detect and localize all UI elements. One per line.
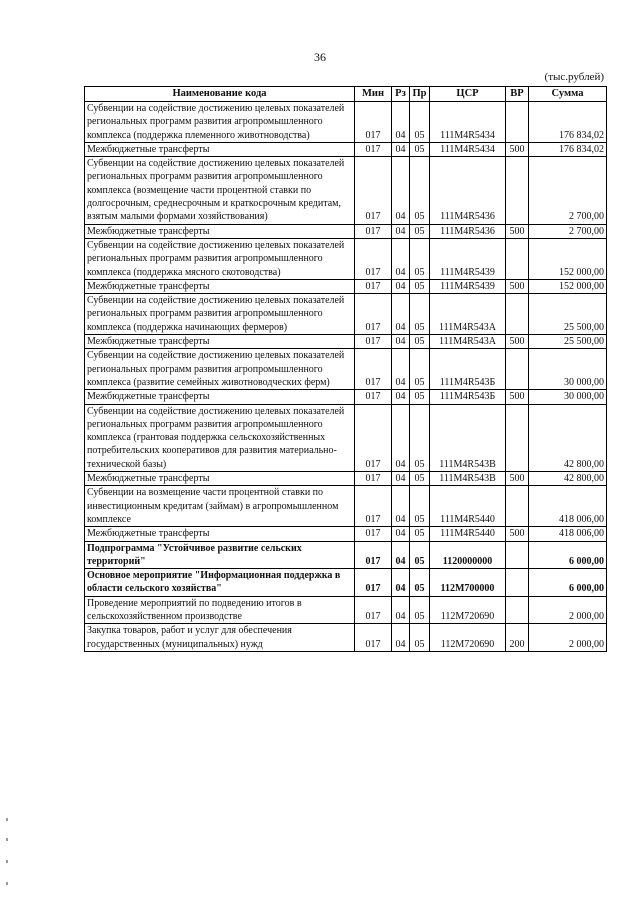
- cell-vr: 500: [506, 335, 529, 349]
- cell-vr: [506, 102, 529, 143]
- cell-rz: 04: [392, 349, 410, 390]
- table-row: [85, 294, 607, 335]
- table-row: [85, 486, 607, 527]
- cell-name: Проведение мероприятий по подведению итогов в сельскохозяйственном производстве: [85, 596, 355, 624]
- cell-pr: 05: [410, 279, 430, 293]
- cell-vr: [506, 349, 529, 390]
- cell-vr: [506, 157, 529, 224]
- cell-rz: 04: [392, 224, 410, 238]
- cell-rz: 04: [392, 569, 410, 597]
- table-row: [85, 472, 607, 486]
- header-vr: ВР: [506, 87, 529, 102]
- cell-vr: [506, 541, 529, 569]
- cell-csr: 111M4R5440: [430, 486, 506, 527]
- cell-min: 017: [355, 142, 392, 156]
- cell-pr: 05: [410, 596, 430, 624]
- cell-pr: 05: [410, 527, 430, 541]
- header-pr: Пр: [410, 87, 430, 102]
- cell-sum: 152 000,00: [529, 238, 607, 279]
- cell-sum: 6 000,00: [529, 541, 607, 569]
- cell-csr: 111M4R5439: [430, 238, 506, 279]
- cell-min: 017: [355, 624, 392, 652]
- cell-name: Межбюджетные трансферты: [85, 142, 355, 156]
- cell-pr: 05: [410, 472, 430, 486]
- cell-rz: 04: [392, 404, 410, 471]
- header-name: Наименование кода: [85, 87, 355, 102]
- cell-vr: [506, 294, 529, 335]
- cell-rz: 04: [392, 238, 410, 279]
- margin-mark: [6, 882, 8, 885]
- cell-csr: 111M4R5440: [430, 527, 506, 541]
- units-label: (тыс.рублей): [544, 71, 604, 83]
- header-csr: ЦСР: [430, 87, 506, 102]
- cell-name: Закупка товаров, работ и услуг для обеспечения государственных (муниципальных) нужд: [85, 624, 355, 652]
- table-row: [85, 541, 607, 569]
- cell-name: Межбюджетные трансферты: [85, 472, 355, 486]
- cell-pr: 05: [410, 157, 430, 224]
- cell-pr: 05: [410, 142, 430, 156]
- table-row: [85, 142, 607, 156]
- cell-sum: 6 000,00: [529, 569, 607, 597]
- cell-rz: 04: [392, 596, 410, 624]
- cell-sum: 176 834,02: [529, 142, 607, 156]
- cell-sum: 2 000,00: [529, 624, 607, 652]
- page-number: 36: [314, 50, 326, 64]
- cell-sum: 25 500,00: [529, 335, 607, 349]
- table-row: [85, 624, 607, 652]
- table-row: [85, 527, 607, 541]
- cell-csr: 111M4R543Б: [430, 390, 506, 404]
- cell-name: Субвенции на содействие достижению целевых показателей региональных программ развития агропромышленного комплекса (возмещение части процентной ставки по долгосрочным, среднесрочным и краткосрочным кредитам, взятым малыми формами хозяйствования): [85, 157, 355, 224]
- cell-sum: 2 000,00: [529, 596, 607, 624]
- cell-vr: 500: [506, 279, 529, 293]
- cell-name: Субвенции на содействие достижению целевых показателей региональных программ развития агропромышленного комплекса (поддержка племенного животноводства): [85, 102, 355, 143]
- table-header-row: [85, 87, 607, 102]
- cell-name: Субвенции на содействие достижению целевых показателей региональных программ развития агропромышленного комплекса (поддержка начинающих фермеров): [85, 294, 355, 335]
- cell-pr: 05: [410, 102, 430, 143]
- cell-name: Межбюджетные трансферты: [85, 335, 355, 349]
- cell-sum: 25 500,00: [529, 294, 607, 335]
- cell-min: 017: [355, 102, 392, 143]
- cell-vr: [506, 404, 529, 471]
- margin-mark: [6, 838, 8, 841]
- cell-csr: 111M4R543A: [430, 294, 506, 335]
- cell-pr: 05: [410, 238, 430, 279]
- cell-min: 017: [355, 349, 392, 390]
- cell-min: 017: [355, 224, 392, 238]
- cell-vr: 500: [506, 472, 529, 486]
- cell-csr: 111M4R5439: [430, 279, 506, 293]
- cell-pr: 05: [410, 624, 430, 652]
- cell-rz: 04: [392, 294, 410, 335]
- cell-rz: 04: [392, 486, 410, 527]
- cell-min: 017: [355, 596, 392, 624]
- cell-min: 017: [355, 390, 392, 404]
- cell-sum: 2 700,00: [529, 157, 607, 224]
- margin-mark: [6, 818, 8, 821]
- cell-pr: 05: [410, 349, 430, 390]
- cell-vr: [506, 238, 529, 279]
- cell-csr: 1120000000: [430, 541, 506, 569]
- table-row: [85, 279, 607, 293]
- cell-csr: 111M4R5434: [430, 102, 506, 143]
- header-sum: Сумма: [529, 87, 607, 102]
- cell-sum: 152 000,00: [529, 279, 607, 293]
- cell-pr: 05: [410, 390, 430, 404]
- cell-rz: 04: [392, 624, 410, 652]
- cell-name: Субвенции на содействие достижению целевых показателей региональных программ развития агропромышленного комплекса (грантовая поддержка сельскохозяйственных потребительских кооперативов для развития материально-технической базы): [85, 404, 355, 471]
- cell-sum: 30 000,00: [529, 390, 607, 404]
- cell-csr: 111M4R5436: [430, 157, 506, 224]
- cell-name: Субвенции на возмещение части процентной ставки по инвестиционным кредитам (займам) в агропромышленном комплексе: [85, 486, 355, 527]
- cell-pr: 05: [410, 224, 430, 238]
- cell-min: 017: [355, 157, 392, 224]
- table-row: [85, 102, 607, 143]
- cell-rz: 04: [392, 102, 410, 143]
- cell-pr: 05: [410, 335, 430, 349]
- cell-vr: 500: [506, 527, 529, 541]
- cell-min: 017: [355, 404, 392, 471]
- cell-csr: 111M4R543A: [430, 335, 506, 349]
- cell-name: Межбюджетные трансферты: [85, 224, 355, 238]
- cell-name: Подпрограмма "Устойчивое развитие сельских территорий": [85, 541, 355, 569]
- table-row: [85, 335, 607, 349]
- cell-name: Межбюджетные трансферты: [85, 390, 355, 404]
- cell-pr: 05: [410, 294, 430, 335]
- cell-csr: 111M4R5436: [430, 224, 506, 238]
- cell-sum: 42 800,00: [529, 472, 607, 486]
- cell-min: 017: [355, 238, 392, 279]
- table-row: [85, 224, 607, 238]
- cell-name: Межбюджетные трансферты: [85, 527, 355, 541]
- cell-rz: 04: [392, 142, 410, 156]
- cell-rz: 04: [392, 527, 410, 541]
- cell-pr: 05: [410, 541, 430, 569]
- cell-min: 017: [355, 335, 392, 349]
- cell-csr: 111M4R543B: [430, 472, 506, 486]
- budget-table: [84, 86, 607, 652]
- cell-vr: 500: [506, 224, 529, 238]
- cell-min: 017: [355, 472, 392, 486]
- cell-min: 017: [355, 486, 392, 527]
- cell-min: 017: [355, 527, 392, 541]
- cell-name: Субвенции на содействие достижению целевых показателей региональных программ развития агропромышленного комплекса (поддержка мясного скотоводства): [85, 238, 355, 279]
- cell-sum: 42 800,00: [529, 404, 607, 471]
- cell-csr: 112M720690: [430, 596, 506, 624]
- cell-rz: 04: [392, 390, 410, 404]
- cell-name: Межбюджетные трансферты: [85, 279, 355, 293]
- cell-sum: 2 700,00: [529, 224, 607, 238]
- cell-rz: 04: [392, 335, 410, 349]
- header-min: Мин: [355, 87, 392, 102]
- cell-vr: [506, 596, 529, 624]
- cell-min: 017: [355, 569, 392, 597]
- table-row: [85, 349, 607, 390]
- cell-name: Основное мероприятие "Информационная поддержка в области сельского хозяйства": [85, 569, 355, 597]
- cell-min: 017: [355, 541, 392, 569]
- margin-mark: [6, 860, 8, 863]
- cell-vr: 500: [506, 390, 529, 404]
- cell-vr: [506, 486, 529, 527]
- table-row: [85, 404, 607, 471]
- cell-rz: 04: [392, 472, 410, 486]
- cell-csr: 111M4R543Б: [430, 349, 506, 390]
- cell-pr: 05: [410, 404, 430, 471]
- cell-csr: 111M4R5434: [430, 142, 506, 156]
- cell-min: 017: [355, 279, 392, 293]
- cell-csr: 112M700000: [430, 569, 506, 597]
- table-row: [85, 238, 607, 279]
- table-row: [85, 569, 607, 597]
- cell-sum: 418 006,00: [529, 486, 607, 527]
- cell-rz: 04: [392, 541, 410, 569]
- header-rz: Рз: [392, 87, 410, 102]
- cell-rz: 04: [392, 279, 410, 293]
- cell-rz: 04: [392, 157, 410, 224]
- cell-vr: 200: [506, 624, 529, 652]
- table-row: [85, 596, 607, 624]
- cell-pr: 05: [410, 486, 430, 527]
- cell-min: 017: [355, 294, 392, 335]
- cell-pr: 05: [410, 569, 430, 597]
- cell-sum: 30 000,00: [529, 349, 607, 390]
- cell-sum: 176 834,02: [529, 102, 607, 143]
- cell-vr: [506, 569, 529, 597]
- table-row: [85, 157, 607, 224]
- cell-name: Субвенции на содействие достижению целевых показателей региональных программ развития агропромышленного комплекса (развитие семейных животноводческих ферм): [85, 349, 355, 390]
- cell-sum: 418 006,00: [529, 527, 607, 541]
- cell-vr: 500: [506, 142, 529, 156]
- cell-csr: 112M720690: [430, 624, 506, 652]
- cell-csr: 111M4R543B: [430, 404, 506, 471]
- table-row: [85, 390, 607, 404]
